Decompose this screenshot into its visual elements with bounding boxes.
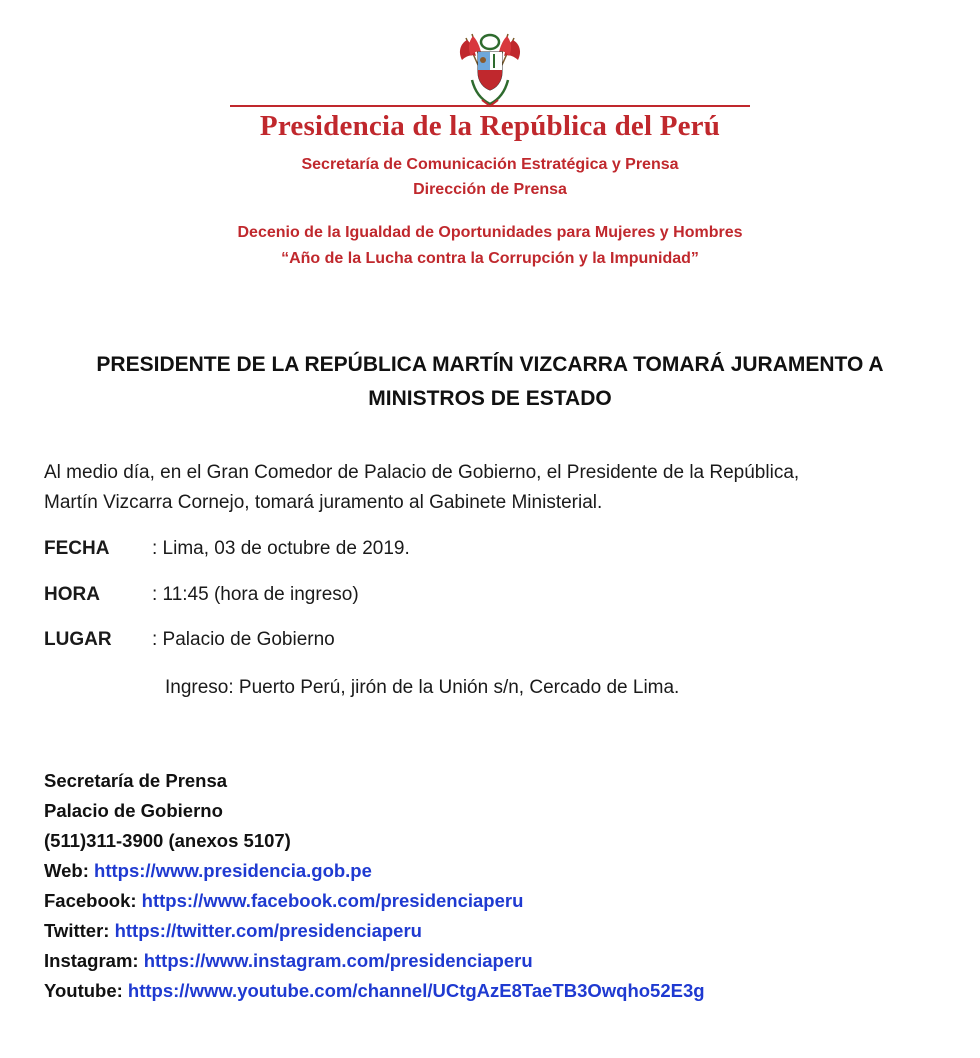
detail-fecha — [44, 538, 410, 560]
detail-hora — [44, 584, 359, 606]
facebook-link[interactable]: https://www.facebook.com/presidenciaperu — [141, 890, 524, 911]
ingreso-text: Ingreso: Puerto Perú, jirón de la Unión s/n, Cercado de Lima. — [165, 677, 680, 698]
twitter-link[interactable]: https://twitter.com/presidenciaperu — [114, 920, 422, 941]
youtube-link[interactable]: https://www.youtube.com/channel/UCtgAzE8TaeTB3Owqho52E3g — [127, 980, 705, 1001]
contact-twitter — [44, 916, 705, 946]
contact-youtube — [44, 976, 705, 1006]
intro-line-2: Martín Vizcarra Cornejo, tomará juramento al Gabinete Ministerial. — [44, 492, 603, 513]
org-subtitle-secretaria: Secretaría de Comunicación Estratégica y Prensa — [301, 156, 679, 173]
web-link[interactable]: https://www.presidencia.gob.pe — [94, 860, 372, 881]
contact-instagram — [44, 946, 705, 976]
contact-phone: (511)311-3900 (anexos 5107) — [44, 830, 291, 851]
decenio-text: Decenio de la Igualdad de Oportunidades para Mujeres y Hombres — [237, 224, 743, 241]
fecha-value: : Lima, 03 de octubre de 2019. — [152, 538, 410, 559]
contact-building: Palacio de Gobierno — [44, 800, 223, 821]
org-title: Presidencia de la República del Perú — [259, 110, 721, 142]
youtube-label: Youtube: — [44, 980, 123, 1001]
fecha-label: FECHA — [44, 538, 110, 559]
intro-paragraph — [44, 458, 944, 518]
header-divider — [230, 105, 750, 107]
lugar-label: LUGAR — [44, 629, 112, 650]
contact-office: Secretaría de Prensa — [44, 770, 228, 791]
contact-facebook — [44, 886, 705, 916]
intro-line-1: Al medio día, en el Gran Comedor de Palacio de Gobierno, el Presidente de la República, — [44, 462, 800, 483]
year-motto: “Año de la Lucha contra la Corrupción y la Impunidad” — [281, 250, 699, 267]
headline-line-1: PRESIDENTE DE LA REPÚBLICA MARTÍN VIZCARRA TOMARÁ JURAMENTO A — [96, 353, 884, 376]
web-label: Web: — [44, 860, 89, 881]
headline-line-2: MINISTROS DE ESTADO — [368, 387, 612, 410]
peru-coat-of-arms-icon — [452, 30, 528, 110]
contact-block — [44, 766, 705, 1006]
detail-lugar — [44, 629, 335, 651]
hora-value: : 11:45 (hora de ingreso) — [152, 584, 359, 605]
facebook-label: Facebook: — [44, 890, 137, 911]
contact-web — [44, 856, 705, 886]
org-subtitle-direccion: Dirección de Prensa — [413, 181, 567, 198]
headline — [40, 348, 940, 416]
hora-label: HORA — [44, 584, 100, 605]
instagram-label: Instagram: — [44, 950, 139, 971]
lugar-value: : Palacio de Gobierno — [152, 629, 335, 650]
instagram-link[interactable]: https://www.instagram.com/presidenciaperu — [143, 950, 533, 971]
twitter-label: Twitter: — [44, 920, 110, 941]
